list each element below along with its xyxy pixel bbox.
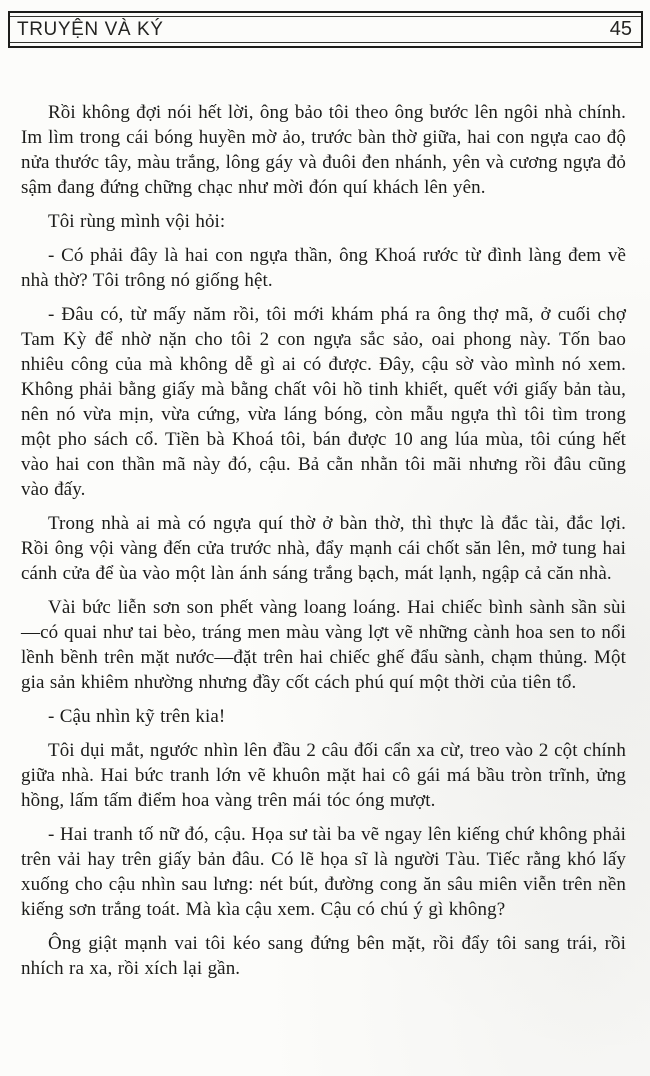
body-text [21,100,626,990]
paragraph: Trong nhà ai mà có ngựa quí thờ ở bàn thờ, thì thực là đắc tài, đắc lợi. Rồi ông vội vàng đến cửa trước nhà, đẩy mạnh cái chốt săn lên, mở tung hai cánh cửa để ùa vào một làn ánh sáng trắng bạch, mát lạnh, ngập cả căn nhà. [21,513,626,584]
header-rule-band [10,16,641,43]
paragraph: Tôi rùng mình vội hỏi: [48,211,226,232]
paragraph: - Cậu nhìn kỹ trên kia! [48,706,226,727]
paragraph: Rồi không đợi nói hết lời, ông bảo tôi theo ông bước lên ngôi nhà chính. Im lìm trong cái bóng huyền mờ ảo, trước bàn thờ giữa, hai con ngựa cao độ nửa thước tây, màu trắng, lông gáy và đuôi đen nhánh, yên và cương ngựa đỏ sậm đang đứng chững chạc như mời đón quí khách lên yên. [21,102,626,198]
paragraph: - Có phải đây là hai con ngựa thần, ông Khoá rước từ đình làng đem về nhà thờ? Tôi trông nó giống hệt. [21,245,626,291]
page-header [8,11,643,48]
paragraph: Tôi dụi mắt, ngước nhìn lên đầu 2 câu đối cẩn xa cừ, treo vào 2 cột chính giữa nhà. Hai bức tranh lớn vẽ khuôn mặt hai cô gái má bầu tròn trĩnh, ửng hồng, lấm tấm điểm hoa vàng trên mái tóc óng mượt. [21,740,626,811]
running-title: TRUYỆN VÀ KÝ [17,18,164,40]
paragraph: - Đâu có, từ mấy năm rồi, tôi mới khám phá ra ông thợ mã, ở cuối chợ Tam Kỳ để nhờ nặn cho tôi 2 con ngựa sắc sảo, oai phong này. Tốn bao nhiêu công của mà không dễ gì ai có được. Đây, cậu sờ vào mình nó xem. Không phải bằng giấy mà bằng chất vôi hồ tinh khiết, quết với giấy bản tàu, nên nó vừa mịn, vừa cứng, vừa láng bóng, còn mẫu ngựa thì tôi tìm trong một pho sách cổ. Tiền bà Khoá tôi, bán được 10 ang lúa mùa, tôi cúng hết vào hai con thần mã này đó, cậu. Bả cằn nhằn tôi mãi nhưng rồi đâu cũng vào đấy. [21,304,626,500]
paragraph: Vài bức liễn sơn son phết vàng loang loáng. Hai chiếc bình sành sần sùi—có quai như tai bèo, tráng men màu vàng lợt vẽ những cành hoa sen to nổi lềnh bềnh trên mặt nước—đặt trên hai chiếc ghế đẩu sành, chạm thủng. Một gia sản khiêm nhường nhưng đầy cốt cách phú quí một thời của tiên tổ. [21,597,626,693]
paragraph: Ông giật mạnh vai tôi kéo sang đứng bên mặt, rồi đẩy tôi sang trái, rồi nhích ra xa, rồi xích lại gần. [21,933,626,979]
paragraph: - Hai tranh tố nữ đó, cậu. Họa sư tài ba vẽ ngay lên kiếng chứ không phải trên vải hay trên giấy bản đâu. Có lẽ họa sĩ là người Tàu. Tiếc rằng khó lấy xuống cho cậu nhìn sau lưng: nét bút, đường cong ăn sâu miên viễn trên nền kiếng sơn trắng toát. Mà kìa cậu xem. Cậu có chú ý gì không? [21,824,626,920]
page-number: 45 [609,18,632,40]
